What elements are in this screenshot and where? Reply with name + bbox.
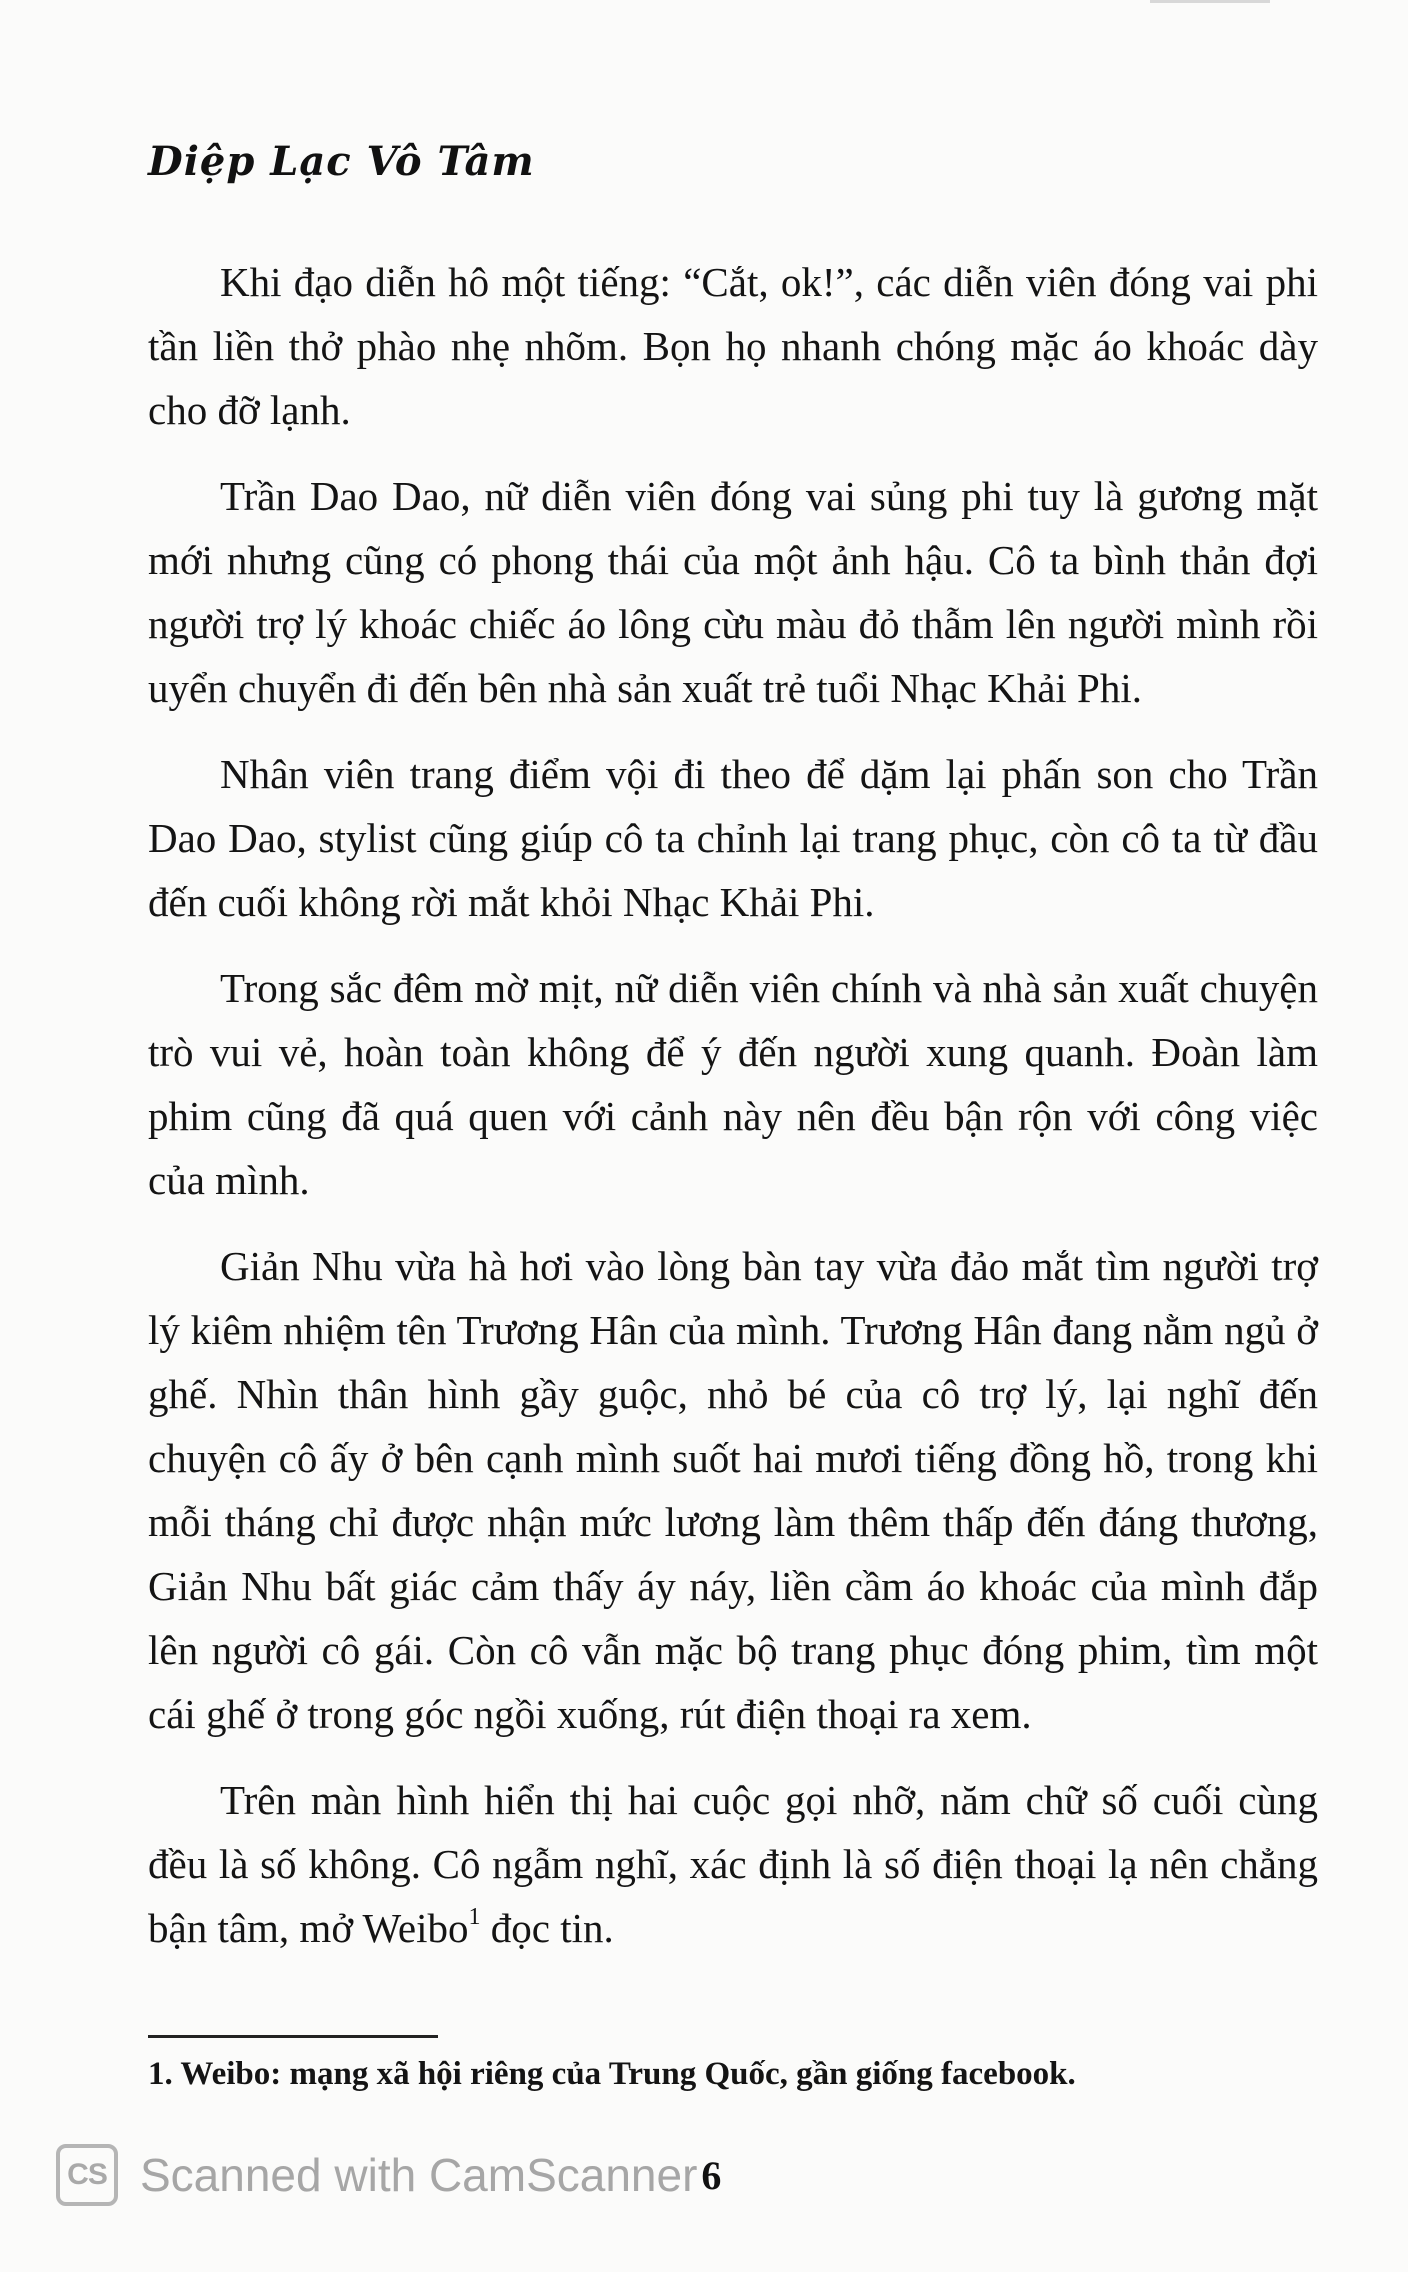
camscanner-watermark	[56, 2140, 721, 2210]
watermark-text: Scanned with CamScanner	[140, 2149, 698, 2201]
page-edge-shadow	[1150, 0, 1270, 3]
paragraph-2: Trần Dao Dao, nữ diễn viên đóng vai sủng phi tuy là gương mặt mới nhưng cũng có phong thái của một ảnh hậu. Cô ta bình thản đợi người trợ lý khoác chiếc áo lông cừu màu đỏ thẫm lên người mình rồi uyển chuyển đi đến bên nhà sản xuất trẻ tuổi Nhạc Khải Phi.	[148, 473, 1318, 711]
paragraph-5: Giản Nhu vừa hà hơi vào lòng bàn tay vừa đảo mắt tìm người trợ lý kiêm nhiệm tên Trương Hân của mình. Trương Hân đang nằm ngủ ở ghế. Nhìn thân hình gầy guộc, nhỏ bé của cô trợ lý, lại nghĩ đến chuyện cô ấy ở bên cạnh mình suốt hai mươi tiếng đồng hồ, trong khi mỗi tháng chỉ được nhận mức lương làm thêm thấp đến đáng thương, Giản Nhu bất giác cảm thấy áy náy, liền cầm áo khoác của mình đắp lên người cô gái. Còn cô vẫn mặc bộ trang phục đóng phim, tìm một cái ghế ở trong góc ngồi xuống, rút điện thoại ra xem.	[148, 1243, 1318, 1737]
footnote-text: 1. Weibo: mạng xã hội riêng của Trung Quốc, gần giống facebook.	[148, 2056, 1076, 2092]
footnote-marker: 1	[468, 1904, 481, 1930]
paragraph-1: Khi đạo diễn hô một tiếng: “Cắt, ok!”, các diễn viên đóng vai phi tần liền thở phào nhẹ nhõm. Bọn họ nhanh chóng mặc áo khoác dày cho đỡ lạnh.	[148, 259, 1318, 433]
running-header-title: Diệp Lạc Vô Tâm	[148, 138, 535, 185]
page-number: 6	[701, 2152, 722, 2198]
paragraph-6-text: Trên màn hình hiển thị hai cuộc gọi nhỡ, năm chữ số cuối cùng đều là số không. Cô ngẫm nghĩ, xác định là số điện thoại lạ nên chẳng bận tâm, mở Weibo	[148, 1777, 1318, 1951]
paragraph-6-tail: đọc tin.	[480, 1905, 614, 1951]
footnote-divider	[148, 2035, 438, 2038]
paragraph-4: Trong sắc đêm mờ mịt, nữ diễn viên chính và nhà sản xuất chuyện trò vui vẻ, hoàn toàn không để ý đến người xung quanh. Đoàn làm phim cũng đã quá quen với cảnh này nên đều bận rộn với công việc của mình.	[148, 965, 1318, 1203]
paragraph-6	[148, 1768, 1318, 1960]
camscanner-logo-icon: CS	[56, 2144, 118, 2206]
paragraph-3: Nhân viên trang điểm vội đi theo để dặm lại phấn son cho Trần Dao Dao, stylist cũng giúp cô ta chỉnh lại trang phục, còn cô ta từ đầu đến cuối không rời mắt khỏi Nhạc Khải Phi.	[148, 751, 1318, 925]
body-text	[148, 250, 1318, 1982]
